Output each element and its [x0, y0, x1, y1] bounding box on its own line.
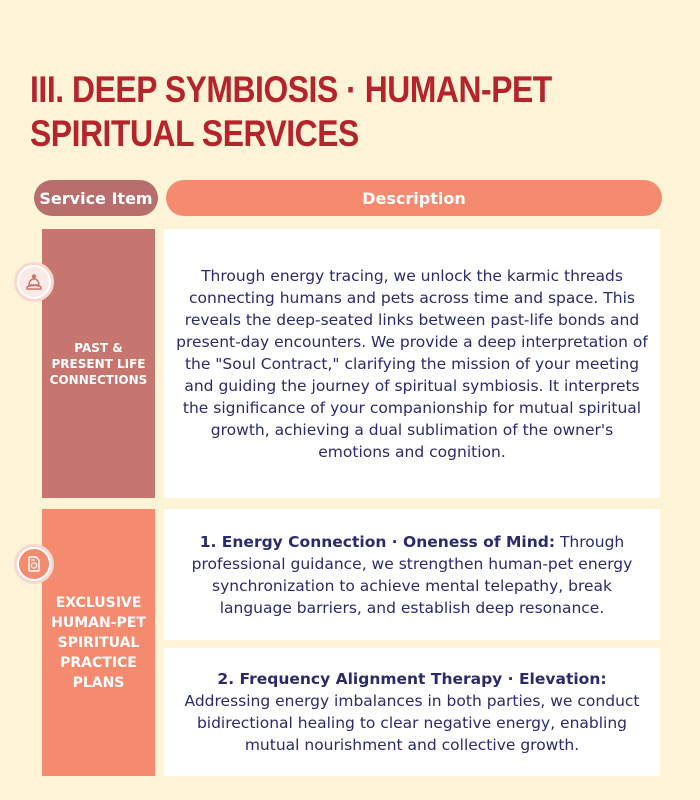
service-item-label: PAST & PRESENT LIFE CONNECTIONS: [49, 340, 148, 387]
description-text: [174, 531, 650, 619]
description-card-frequency-alignment: [164, 648, 660, 776]
description-text: Through energy tracing, we unlock the karmic threads connecting humans and pets across time and space. This reveals the deep-seated links between past-life bonds and present-day encounters. We provide a deep interpretation of the "Soul Contract," clarifying the mission of your meeting and guiding the journey of spiritual symbiosis. It interprets the significance of your companionship for mutual spiritual growth, achieving a dual sublimation of the owner's emotions and cognition.: [176, 266, 648, 461]
description-card-past-present: [164, 229, 660, 498]
service-item-label: EXCLUSIVE HUMAN-PET SPIRITUAL PRACTICE PLANS: [51, 594, 146, 691]
description-card-energy-connection: [164, 509, 660, 640]
document-icon-badge: [14, 544, 54, 584]
meditation-icon: [24, 272, 44, 292]
item-text: Through professional guidance, we strengthen human-pet energy synchronization to achieve mental telepathy, break language barriers, and establish deep resonance.: [191, 532, 633, 617]
service-item-past-present: [42, 229, 155, 498]
service-item-practice-plans: [42, 509, 155, 776]
document-icon: [25, 555, 43, 573]
item-heading: 2. Frequency Alignment Therapy · Elevation:: [217, 670, 607, 688]
page-title: III. DEEP SYMBIOSIS · HUMAN-PET SPIRITUAL SERVICES: [30, 69, 552, 154]
description-header: Description: [166, 180, 662, 216]
item-text: Addressing energy imbalances in both parties, we conduct bidirectional healing to clear negative energy, enabling mutual nourishment and collective growth.: [184, 692, 640, 754]
item-heading: 1. Energy Connection · Oneness of Mind:: [199, 532, 556, 551]
service-item-header: Service Item: [34, 180, 158, 216]
meditation-icon-badge: [14, 262, 54, 302]
description-text: [174, 668, 650, 756]
